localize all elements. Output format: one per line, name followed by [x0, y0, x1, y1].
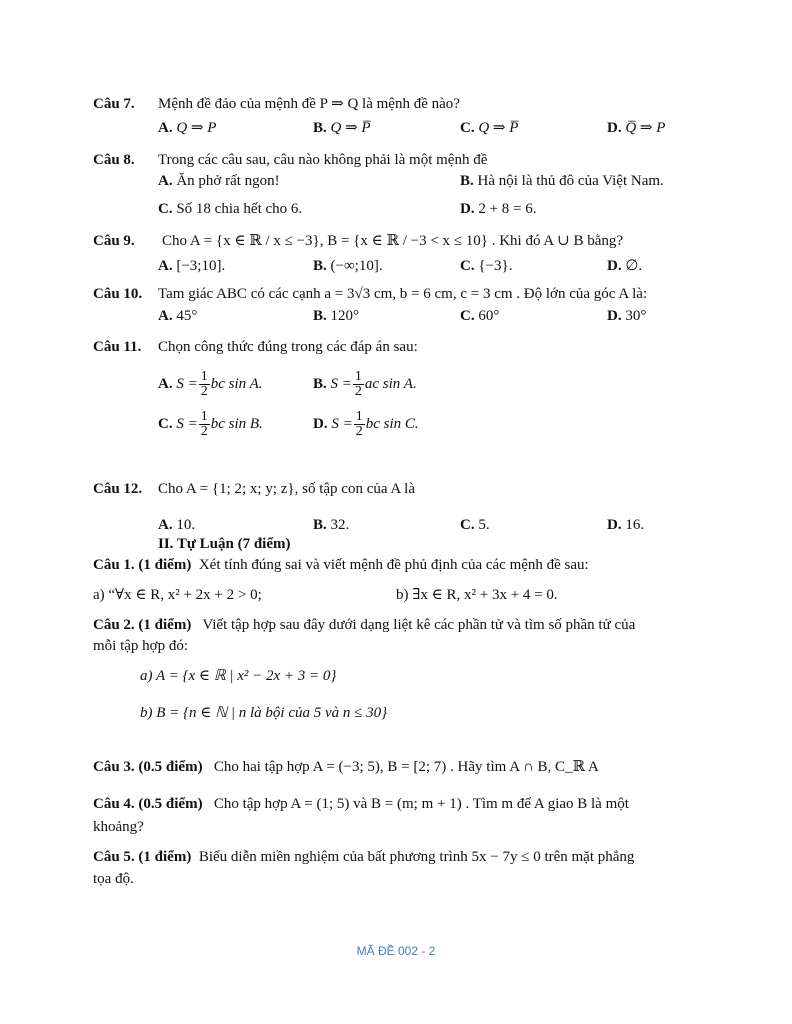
- essay-c1-a: a) “∀x ∈ R, x² + 2x + 2 > 0;: [93, 587, 262, 603]
- q7-option-a: A. Q ⇒ P: [158, 120, 217, 136]
- essay-heading: II. Tự Luận (7 điểm): [158, 536, 291, 552]
- page-footer: MÃ ĐỀ 002 - 2: [356, 944, 436, 958]
- q11-text: Chọn công thức đúng trong các đáp án sau:: [158, 339, 418, 355]
- q11-option-c: C. S = $\frac{1}{2}$ bc sin B.: [158, 409, 263, 440]
- q10-option-d: D. 30°: [607, 308, 647, 324]
- q11-label: Câu 11.: [93, 339, 142, 355]
- q12-option-d: D. 16.: [607, 517, 645, 533]
- q7-option-b: B. Q ⇒ P̅: [313, 120, 371, 136]
- q7-option-c: C. Q ⇒ P̅: [460, 120, 519, 136]
- essay-c2-a: a) A = {x ∈ ℝ | x² − 2x + 3 = 0}: [140, 668, 337, 684]
- essay-c5: Câu 5. (1 điểm) Biểu diễn miền nghiệm của bất phương trình 5x − 7y ≤ 0 trên mặt phẳng: [93, 849, 635, 865]
- q11-option-b: B. S = $\frac{1}{2}$ ac sin A.: [313, 369, 417, 400]
- q9-option-a: A. [−3;10].: [158, 258, 226, 274]
- q10-label: Câu 10.: [93, 286, 143, 302]
- q11-option-d: D. S = $\frac{1}{2}$ bc sin C.: [313, 409, 419, 440]
- q8-option-c: C. Số 18 chia hết cho 6.: [158, 201, 303, 217]
- essay-c5-line2: tọa độ.: [93, 871, 134, 887]
- essay-c2-line2: mỗi tập hợp đó:: [93, 638, 189, 654]
- q8-label: Câu 8.: [93, 152, 135, 168]
- q8-option-b: B. Hà nội là thủ đô của Việt Nam.: [460, 173, 664, 189]
- q10-option-b: B. 120°: [313, 308, 360, 324]
- essay-c2-b: b) B = {n ∈ ℕ | n là bội của 5 và n ≤ 30}: [140, 705, 388, 721]
- q9-text: Cho A = {x ∈ ℝ / x ≤ −3}, B = {x ∈ ℝ / −3 < x ≤ 10} . Khi đó A ∪ B bằng?: [162, 233, 624, 249]
- essay-c4: Câu 4. (0.5 điểm) Cho tập hợp A = (1; 5) và B = (m; m + 1) . Tìm m để A giao B là một: [93, 796, 629, 812]
- essay-c1-b: b) ∃x ∈ R, x² + 3x + 4 = 0.: [396, 587, 558, 603]
- essay-c4-line2: khoảng?: [93, 819, 144, 835]
- q12-label: Câu 12.: [93, 481, 143, 497]
- q12-text: Cho A = {1; 2; x; y; z}, số tập con của A là: [158, 481, 416, 497]
- q12-option-c: C. 5.: [460, 517, 490, 533]
- q9-option-c: C. {−3}.: [460, 258, 513, 274]
- q9-option-b: B. (−∞;10].: [313, 258, 383, 274]
- q8-text: Trong các câu sau, câu nào không phải là một mệnh đề: [158, 152, 488, 168]
- essay-c3: Câu 3. (0.5 điểm) Cho hai tập hợp A = (−3; 5), B = [2; 7) . Hãy tìm A ∩ B, C_ℝ A: [93, 759, 599, 775]
- q7-option-d: D. Q̅ ⇒ P: [607, 120, 666, 136]
- q8-option-a: A. Ăn phở rất ngon!: [158, 173, 280, 189]
- q12-option-a: A. 10.: [158, 517, 196, 533]
- q10-option-a: A. 45°: [158, 308, 198, 324]
- q10-text: Tam giác ABC có các cạnh a = 3√3 cm, b = 6 cm, c = 3 cm . Độ lớn của góc A là:: [158, 286, 648, 302]
- q12-option-b: B. 32.: [313, 517, 350, 533]
- q9-label: Câu 9.: [93, 233, 135, 249]
- q7-label: Câu 7.: [93, 96, 135, 112]
- q7-text: Mệnh đề đảo của mệnh đề P ⇒ Q là mệnh đề nào?: [158, 96, 460, 112]
- q11-option-a: A. S = $\frac{1}{2}$ bc sin A.: [158, 369, 263, 400]
- q8-option-d: D. 2 + 8 = 6.: [460, 201, 537, 217]
- essay-c2: Câu 2. (1 điểm) Viết tập hợp sau đây dưới dạng liệt kê các phần tử và tìm số phần tử của: [93, 617, 636, 633]
- essay-c1: Câu 1. (1 điểm) Xét tính đúng sai và viết mệnh đề phủ định của các mệnh đề sau:: [93, 557, 589, 573]
- q10-option-c: C. 60°: [460, 308, 500, 324]
- q9-option-d: D. ∅.: [607, 258, 643, 274]
